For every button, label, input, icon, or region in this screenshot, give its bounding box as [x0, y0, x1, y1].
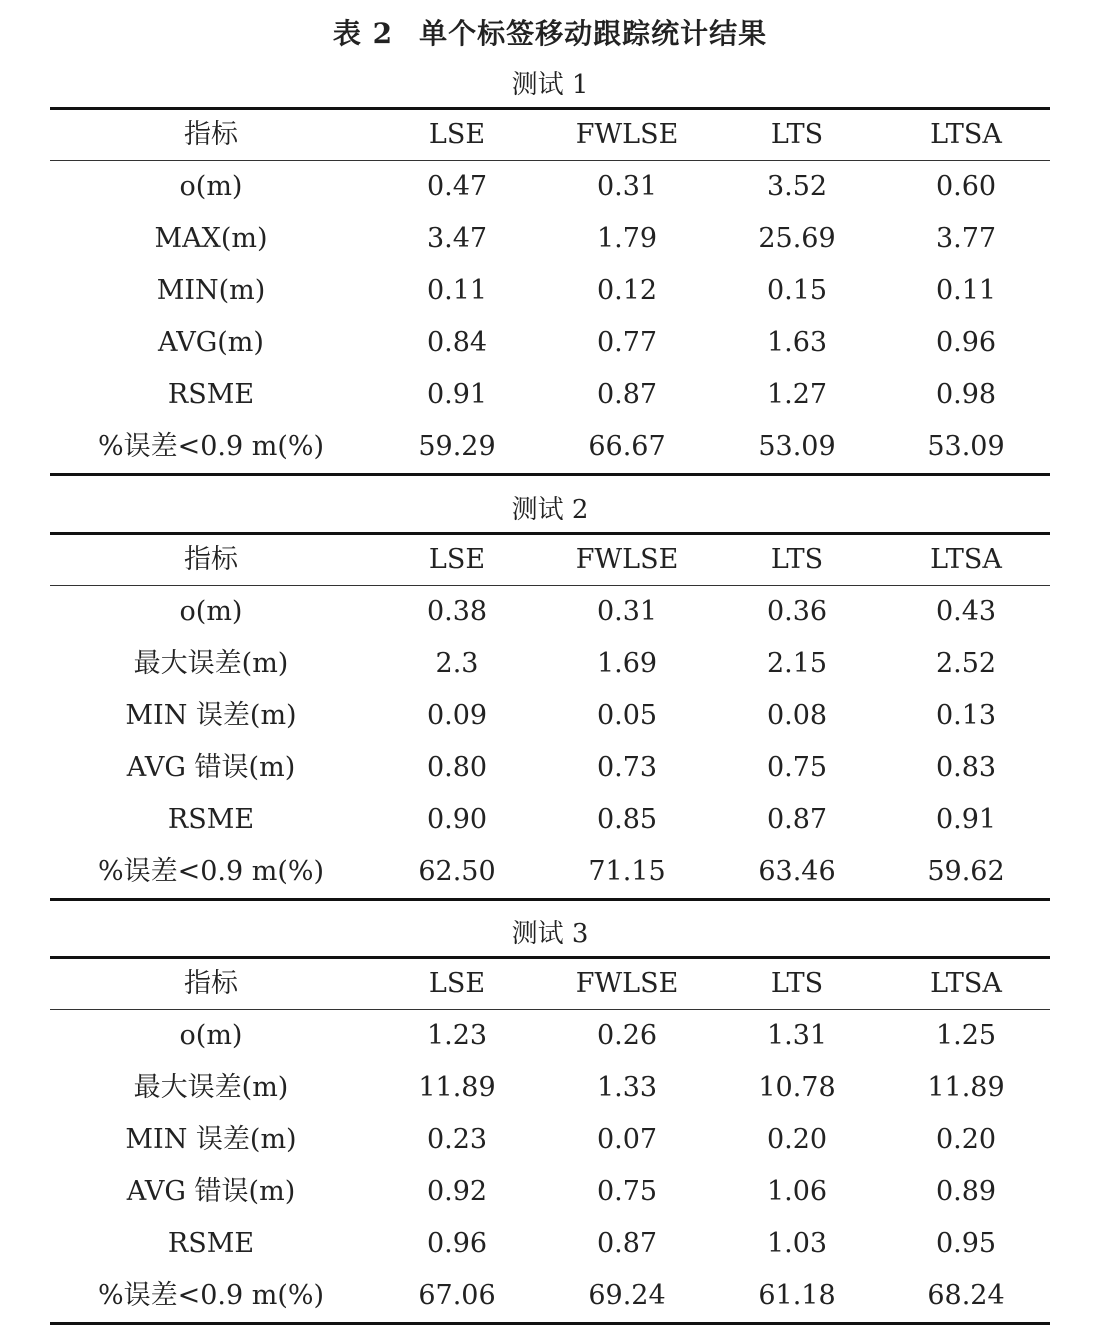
cell-lse: 0.96	[426, 1228, 488, 1259]
table-row	[50, 1270, 1050, 1322]
row-label: AVG(m)	[158, 327, 264, 358]
cell-lse: 0.23	[426, 1124, 488, 1155]
table-row	[50, 638, 1050, 690]
table-row	[50, 1218, 1050, 1270]
cell-ltsa: 0.95	[935, 1228, 997, 1259]
header-cell: LTSA	[930, 544, 1002, 575]
header-cell: FWLSE	[575, 968, 679, 999]
cell-lse: 0.09	[426, 700, 488, 731]
cell-fwlse: 0.31	[596, 171, 658, 202]
header-cell: LSE	[428, 544, 486, 575]
cell-lts: 53.09	[758, 431, 836, 462]
cell-fwlse: 0.77	[596, 327, 658, 358]
section-caption: 测试 1	[511, 70, 589, 100]
row-label: o(m)	[179, 596, 243, 627]
cell-fwlse: 1.79	[596, 223, 658, 254]
row-label: RSME	[167, 379, 255, 410]
cell-lse: 0.90	[426, 804, 488, 835]
row-label: MIN 误差(m)	[125, 1124, 297, 1155]
table-row	[50, 265, 1050, 317]
cell-fwlse: 0.31	[596, 596, 658, 627]
cell-ltsa: 3.77	[935, 223, 997, 254]
cell-ltsa: 1.25	[935, 1020, 997, 1051]
header-cell: LTS	[770, 968, 824, 999]
table-row	[50, 213, 1050, 265]
cell-lse: 0.80	[426, 752, 488, 783]
table-row	[50, 1062, 1050, 1114]
header-cell: LSE	[428, 968, 486, 999]
row-label: %误差<0.9 m(%)	[97, 856, 325, 887]
table-title	[0, 12, 1100, 56]
test-section-2	[50, 488, 1050, 901]
cell-lse: 67.06	[418, 1280, 496, 1311]
cell-ltsa: 0.20	[935, 1124, 997, 1155]
cell-lts: 0.36	[766, 596, 828, 627]
cell-fwlse: 0.07	[596, 1124, 658, 1155]
cell-lts: 1.31	[766, 1020, 828, 1051]
cell-ltsa: 11.89	[927, 1072, 1005, 1103]
table-row	[50, 317, 1050, 369]
bottom-rule	[50, 898, 1050, 901]
cell-lts: 0.87	[766, 804, 828, 835]
row-label: RSME	[167, 1228, 255, 1259]
cell-fwlse: 1.33	[596, 1072, 658, 1103]
cell-lse: 0.92	[426, 1176, 488, 1207]
cell-lts: 63.46	[758, 856, 836, 887]
row-label: o(m)	[179, 171, 243, 202]
cell-fwlse: 1.69	[596, 648, 658, 679]
cell-ltsa: 59.62	[927, 856, 1005, 887]
cell-ltsa: 0.83	[935, 752, 997, 783]
cell-lse: 62.50	[418, 856, 496, 887]
header-cell: FWLSE	[575, 544, 679, 575]
table-row	[50, 690, 1050, 742]
row-label: MIN(m)	[156, 275, 266, 306]
table-row	[50, 161, 1050, 213]
cell-fwlse: 71.15	[588, 856, 666, 887]
header-cell: LTS	[770, 119, 824, 150]
bottom-rule	[50, 1322, 1050, 1325]
header-row	[50, 535, 1050, 585]
table-row	[50, 794, 1050, 846]
header-cell: 指标	[184, 544, 238, 575]
cell-ltsa: 0.60	[935, 171, 997, 202]
cell-ltsa: 0.96	[935, 327, 997, 358]
cell-lts: 1.27	[766, 379, 828, 410]
cell-lts: 61.18	[758, 1280, 836, 1311]
table-row	[50, 1010, 1050, 1062]
cell-lts: 10.78	[758, 1072, 836, 1103]
cell-ltsa: 2.52	[935, 648, 997, 679]
table-row	[50, 421, 1050, 473]
cell-lts: 1.06	[766, 1176, 828, 1207]
table-title-text: 单个标签移动跟踪统计结果	[419, 17, 768, 50]
cell-fwlse: 0.75	[596, 1176, 658, 1207]
row-label: %误差<0.9 m(%)	[97, 431, 325, 462]
cell-fwlse: 0.12	[596, 275, 658, 306]
cell-lse: 0.84	[426, 327, 488, 358]
cell-lse: 59.29	[418, 431, 496, 462]
header-cell: LTS	[770, 544, 824, 575]
cell-ltsa: 0.89	[935, 1176, 997, 1207]
row-label: o(m)	[179, 1020, 243, 1051]
cell-lse: 2.3	[435, 648, 479, 679]
cell-lse: 0.11	[426, 275, 488, 306]
row-label: RSME	[167, 804, 255, 835]
cell-ltsa: 0.11	[935, 275, 997, 306]
header-cell: 指标	[184, 119, 238, 150]
table-number: 表 2	[332, 17, 394, 50]
table-row	[50, 742, 1050, 794]
cell-ltsa: 0.43	[935, 596, 997, 627]
cell-lse: 0.38	[426, 596, 488, 627]
cell-lts: 0.20	[766, 1124, 828, 1155]
header-cell: LTSA	[930, 968, 1002, 999]
section-caption: 测试 2	[511, 495, 589, 525]
row-label: 最大误差(m)	[133, 648, 289, 679]
table-row	[50, 369, 1050, 421]
row-label: MAX(m)	[154, 223, 268, 254]
table-row	[50, 1114, 1050, 1166]
header-row	[50, 110, 1050, 160]
row-label: AVG 错误(m)	[126, 1176, 296, 1207]
row-label: 最大误差(m)	[133, 1072, 289, 1103]
cell-lse: 0.91	[426, 379, 488, 410]
cell-lts: 1.03	[766, 1228, 828, 1259]
cell-fwlse: 0.26	[596, 1020, 658, 1051]
cell-fwlse: 0.05	[596, 700, 658, 731]
header-row	[50, 959, 1050, 1009]
section-caption: 测试 3	[511, 919, 589, 949]
cell-lts: 25.69	[758, 223, 836, 254]
cell-fwlse: 0.87	[596, 379, 658, 410]
table-row	[50, 846, 1050, 898]
bottom-rule	[50, 473, 1050, 476]
cell-ltsa: 0.98	[935, 379, 997, 410]
cell-ltsa: 0.13	[935, 700, 997, 731]
row-label: %误差<0.9 m(%)	[97, 1280, 325, 1311]
row-label: AVG 错误(m)	[126, 752, 296, 783]
cell-lse: 3.47	[426, 223, 488, 254]
cell-lse: 11.89	[418, 1072, 496, 1103]
cell-lse: 1.23	[426, 1020, 488, 1051]
table-row	[50, 586, 1050, 638]
cell-lts: 1.63	[766, 327, 828, 358]
test-section-3	[50, 912, 1050, 1325]
cell-ltsa: 53.09	[927, 431, 1005, 462]
cell-fwlse: 0.73	[596, 752, 658, 783]
header-cell: 指标	[184, 968, 238, 999]
cell-fwlse: 0.85	[596, 804, 658, 835]
cell-lse: 0.47	[426, 171, 488, 202]
cell-lts: 0.75	[766, 752, 828, 783]
header-cell: LSE	[428, 119, 486, 150]
cell-lts: 0.15	[766, 275, 828, 306]
test-section-1	[50, 63, 1050, 476]
row-label: MIN 误差(m)	[125, 700, 297, 731]
cell-lts: 0.08	[766, 700, 828, 731]
cell-lts: 2.15	[766, 648, 828, 679]
cell-fwlse: 0.87	[596, 1228, 658, 1259]
header-cell: LTSA	[930, 119, 1002, 150]
cell-fwlse: 66.67	[588, 431, 666, 462]
cell-ltsa: 0.91	[935, 804, 997, 835]
header-cell: FWLSE	[575, 119, 679, 150]
cell-fwlse: 69.24	[588, 1280, 666, 1311]
table-row	[50, 1166, 1050, 1218]
cell-lts: 3.52	[766, 171, 828, 202]
cell-ltsa: 68.24	[927, 1280, 1005, 1311]
